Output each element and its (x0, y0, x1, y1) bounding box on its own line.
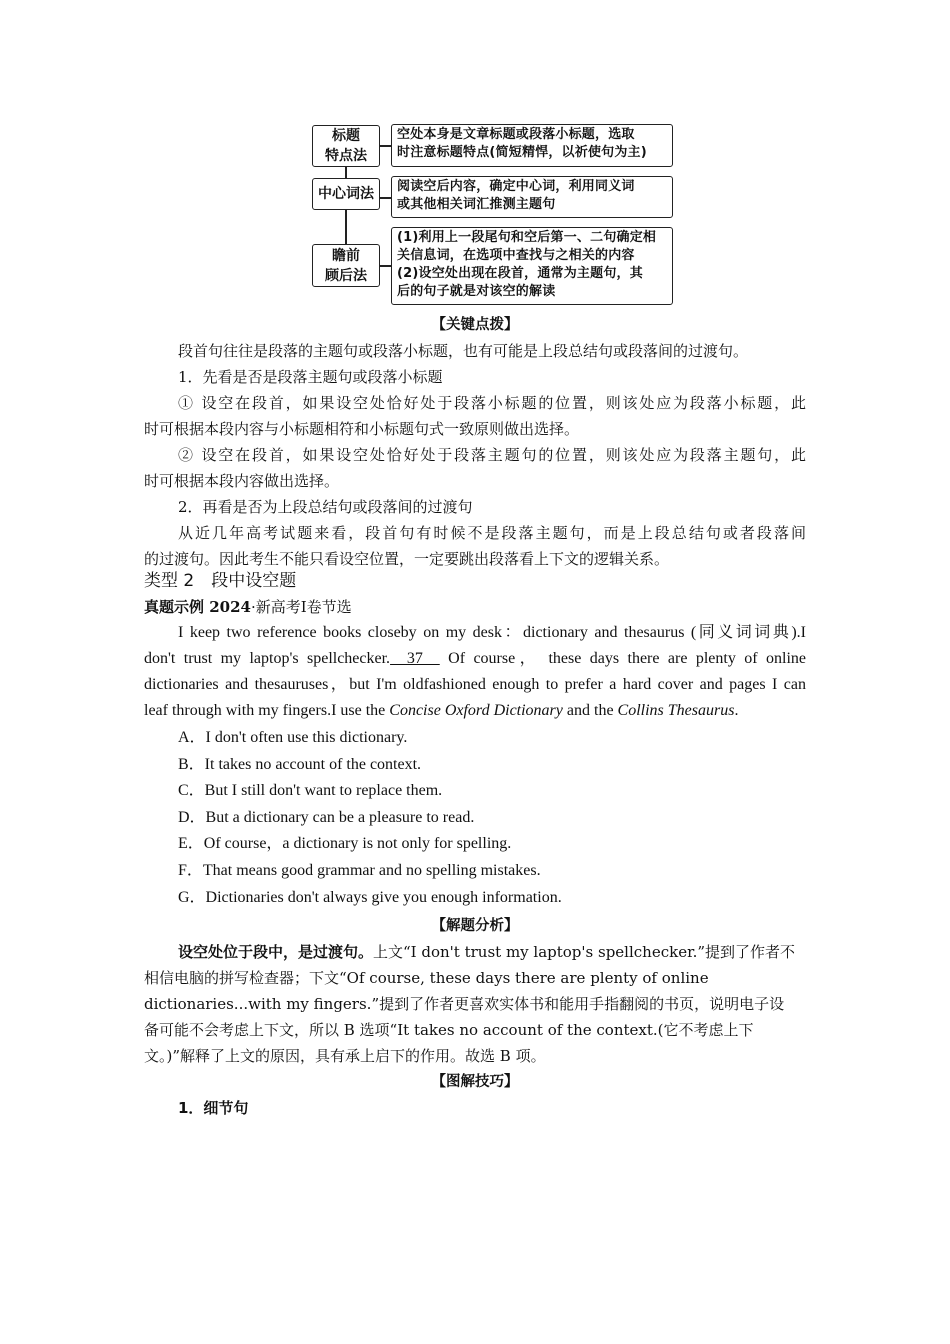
paragraph: 时可根据本段内容做出选择。 (144, 472, 340, 490)
connector-line (345, 210, 347, 244)
option-b: B．It takes no account of the context. (178, 755, 422, 773)
method-label-title: 标题 特点法 (312, 125, 380, 167)
section-heading: 【关键点拨】 (431, 317, 519, 333)
option-d: D．But a dictionary can be a pleasure to read. (178, 808, 475, 826)
method-label-keyword: 中心词法 (312, 178, 380, 210)
paragraph: 时可根据本段内容与小标题相符和小标题句式一致原则做出选择。 (144, 420, 580, 438)
connector-line (380, 197, 391, 199)
paragraph: 段首句往往是段落的主题句或段落小标题，也有可能是上段总结句或段落间的过渡句。 (178, 342, 749, 360)
method-desc-keyword: 阅读空后内容，确定中心词，利用同义词 或其他相关词汇推测主题句 (391, 176, 673, 218)
analysis-line: 备可能不会考虑上下文，所以 B 选项“It takes no account of the context.(它不考虑上下 (144, 1021, 754, 1039)
passage-line: I keep two reference books closeby on my desk：dictionary and thesaurus (同义词词典).I (178, 624, 806, 641)
paragraph: 的过渡句。因此考生不能只看设空位置，一定要跳出段落看上下文的逻辑关系。 (144, 550, 670, 568)
paragraph: 从近几年高考试题来看，段首句有时候不是段落主题句，而是上段总结句或者段落间 (178, 524, 806, 542)
method-label-context: 瞻前 顾后法 (312, 244, 380, 287)
example-label: 真题示例 2024 (144, 598, 251, 616)
method-diagram (0, 0, 950, 320)
passage-line: leaf through with my fingers.I use the Concise Oxford Dictionary and the Collins Thesaurus. (144, 702, 739, 719)
key-points-section (144, 312, 806, 572)
type2-section (144, 568, 806, 911)
option-e: E．Of course，a dictionary is not only for spelling. (178, 835, 512, 853)
analysis-line: dictionaries...with my fingers.”提到了作者更喜欢实体书和能用手指翻阅的书页，说明电子设 (144, 995, 785, 1013)
analysis-section (144, 913, 806, 1121)
paragraph: ② 设空在段首，如果设空处恰好处于段落主题句的位置，则该处应为段落主题句，此 (178, 446, 806, 464)
section-heading: 【图解技巧】 (431, 1074, 519, 1090)
connector-line (345, 167, 347, 178)
list-item-title: 1．细节句 (178, 1099, 249, 1117)
method-desc-context: (1)利用上一段尾句和空后第一、二句确定相 关信息词，在选项中查找与之相关的内容 (2)设空处出现在段首，通常为主题句，其 后的句子就是对该空的解读 (391, 227, 673, 305)
blank-37: 37 (390, 650, 440, 667)
analysis-line: 设空处位于段中，是过渡句。上文“I don't trust my laptop's spellchecker.”提到了作者不 (178, 943, 796, 961)
section-title: 类型 2 段中设空题 (144, 571, 297, 591)
analysis-line: 相信电脑的拼写检查器；下文“Of course, these days there are plenty of online (144, 969, 709, 987)
option-c: C．But I still don't want to replace them. (178, 782, 443, 800)
list-item-title: 1．先看是否是段落主题句或段落小标题 (178, 368, 443, 386)
method-desc-title: 空处本身是文章标题或段落小标题，选取 时注意标题特点(简短精悍，以祈使句为主) (391, 124, 673, 167)
example-source (144, 594, 806, 620)
list-item-title: 2．再看是否为上段总结句或段落间的过渡句 (178, 498, 473, 516)
option-g: G．Dictionaries don't always give you enough information. (178, 888, 562, 906)
example-source-text: ·新高考Ⅰ卷节选 (250, 598, 352, 616)
connector-line (380, 265, 391, 267)
analysis-line: 文。)”解释了上文的原因，具有承上启下的作用。故选 B 项。 (144, 1047, 546, 1065)
passage-line: dictionaries and thesauruses，but I'm oldfashioned enough to prefer a hard cover and pages I can (144, 676, 806, 693)
option-f: F．That means good grammar and no spelling mistakes. (178, 861, 541, 879)
passage-line: don't trust my laptop's spellchecker. 37 Of course， these days there are plenty of online (144, 650, 806, 667)
paragraph: ① 设空在段首，如果设空处恰好处于段落小标题的位置，则该处应为段落小标题，此 (178, 394, 806, 412)
option-a: A．I don't often use this dictionary. (178, 729, 408, 746)
section-heading: 【解题分析】 (431, 918, 519, 934)
connector-line (380, 145, 391, 147)
